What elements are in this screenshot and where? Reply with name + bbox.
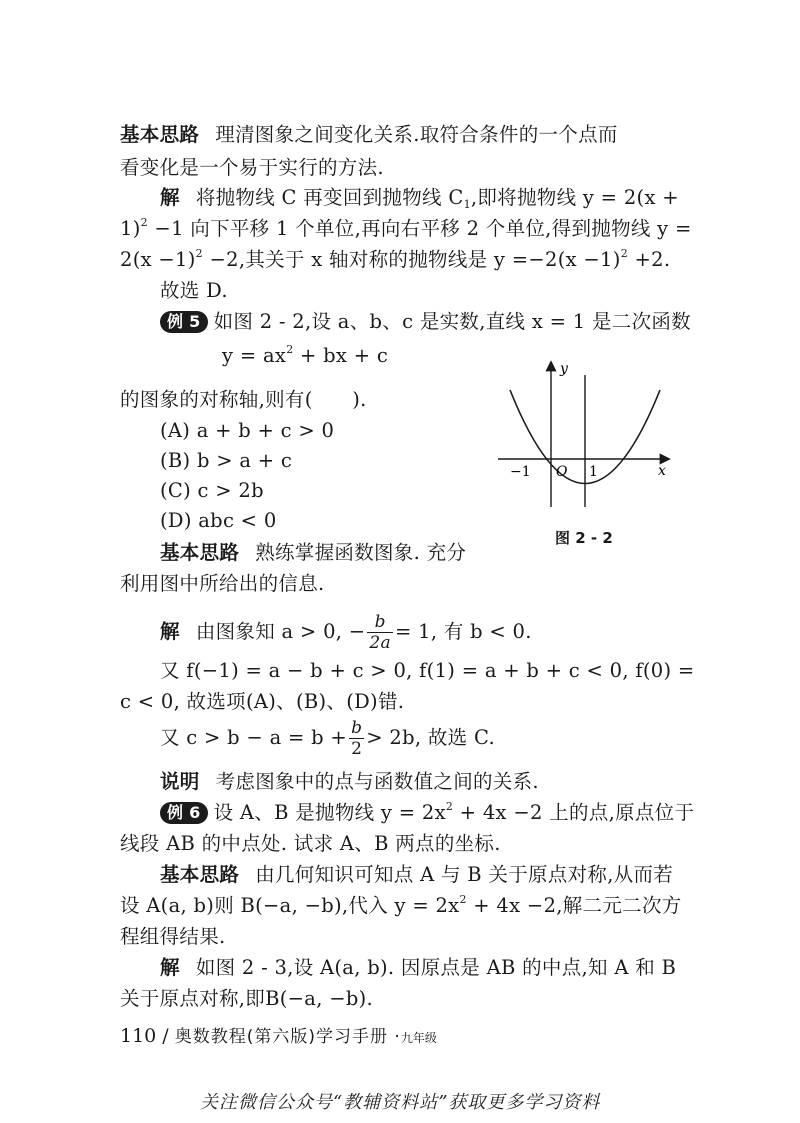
line-text: 关于原点对称,即B(−a, −b).	[120, 987, 374, 1010]
fraction-b-over-2	[349, 718, 364, 759]
section-heading-basic-idea: 基本思路	[160, 541, 240, 564]
line-text: 线段 AB 的中点处. 试求 A、B 两点的坐标.	[120, 832, 501, 855]
text-line-18	[120, 689, 404, 715]
tick-label-1: 1	[589, 464, 598, 480]
line-text: 又 c > b − a = b +	[160, 726, 348, 749]
note-heading: 说明	[160, 770, 200, 793]
watermark-text: 关注微信公众号“教辅资料站”获取更多学习资料	[200, 1092, 601, 1113]
superscript: 2	[620, 247, 628, 260]
superscript: 2	[445, 800, 454, 813]
text-line-26	[160, 955, 676, 981]
tick-label-neg1: −1	[510, 464, 531, 480]
option-a-text: (A) a + b + c > 0	[160, 419, 335, 442]
superscript: 2	[140, 216, 148, 229]
option-d-text: (D) abc < 0	[160, 509, 277, 532]
page-footer	[120, 1022, 437, 1047]
option-b-text: (B) b > a + c	[160, 449, 293, 472]
line-text: 由图象知 a > 0, −	[195, 620, 366, 643]
section-heading-basic-idea: 基本思路	[120, 123, 200, 146]
parabola-figure	[490, 355, 680, 510]
fraction-b-over-2a	[367, 612, 393, 653]
option-c-text: (C) c > 2b	[160, 479, 264, 502]
equation-text: y = ax	[222, 344, 287, 367]
line-text: 由几何知识可知点 A 与 B 关于原点对称,从而若	[255, 863, 674, 886]
text-line-24	[120, 893, 682, 919]
line-text: c < 0, 故选项(A)、(B)、(D)错.	[120, 690, 405, 713]
line-text: > 2b, 故选 C.	[366, 726, 495, 749]
line-text: 如图 2 - 2,设 a、b、c 是实数,直线 x = 1 是二次函数	[213, 310, 691, 333]
text-line-20	[160, 769, 539, 795]
fraction-denominator: 2	[351, 739, 363, 759]
text-line-3	[160, 185, 679, 211]
option-a	[160, 418, 334, 444]
text-line-27	[120, 986, 373, 1012]
option-d	[160, 508, 277, 534]
subscript: 1	[463, 198, 471, 211]
line-text: + 4x −2 上的点,原点位于	[453, 801, 695, 824]
superscript: 2	[286, 343, 294, 356]
line-text: 利用图中所给出的信息.	[120, 572, 325, 595]
line-text: 又 f(−1) = a − b + c > 0, f(1) = a + b + c < 0, f(0) =	[160, 659, 695, 682]
text-line-14	[160, 540, 466, 566]
line-text: 看变化是一个易于实行的方法.	[120, 156, 384, 179]
text-line-1	[120, 122, 618, 148]
solution-heading: 解	[160, 620, 180, 643]
solution-heading: 解	[160, 186, 180, 209]
example-6-line	[160, 800, 694, 826]
page-number: 110 /	[120, 1025, 169, 1047]
text-line-16	[160, 610, 532, 654]
superscript: 2	[459, 893, 467, 906]
fraction-denominator: 2a	[369, 633, 391, 653]
text-line-17	[160, 658, 695, 684]
line-text: −2,其关于 x 轴对称的抛物线是 y =−2(x −1)	[202, 248, 621, 271]
line-text: 考虑图象中的点与函数值之间的关系.	[215, 770, 539, 793]
example-6-badge: 例 6	[160, 802, 208, 824]
text-line-4	[120, 216, 692, 242]
origin-label: O	[556, 464, 568, 480]
equation-line	[222, 343, 388, 369]
line-text: −1 向下平移 1 个单位,再向右平移 2 个单位,得到抛物线 y =	[147, 217, 692, 240]
line-text: 设 A(a, b)则 B(−a, −b),代入 y = 2x	[120, 894, 460, 917]
text-line-25	[120, 924, 226, 950]
grade-label: 九年级	[400, 1031, 437, 1045]
text-line-23	[160, 862, 673, 888]
line-text: + 4x −2,解二元二次方	[466, 894, 682, 917]
x-axis-label: x	[658, 463, 666, 479]
text-line-22	[120, 831, 501, 857]
line-text: 程组得结果.	[120, 925, 226, 948]
example-5-badge: 例 5	[160, 311, 208, 333]
option-b	[160, 448, 292, 474]
line-text: 2(x −1)	[120, 248, 196, 271]
text-line-19	[160, 716, 495, 760]
line-text: 的图象的对称轴,则有( ).	[120, 388, 367, 411]
line-text: +2.	[628, 248, 671, 271]
text-line-6	[160, 278, 228, 304]
fraction-numerator: b	[351, 718, 363, 738]
superscript: 2	[195, 247, 203, 260]
section-heading-basic-idea: 基本思路	[160, 863, 240, 886]
example-5-line	[160, 309, 691, 335]
line-text: 故选 D.	[160, 279, 228, 302]
solution-heading: 解	[160, 956, 180, 979]
line-text: 将抛物线 C 再变回到抛物线 C	[195, 186, 464, 209]
y-axis-label: y	[560, 361, 568, 377]
line-text: 熟练掌握函数图象. 充分	[255, 541, 467, 564]
text-line-15	[120, 571, 325, 597]
book-title: 奥数教程(第六版)学习手册 ·	[174, 1027, 401, 1047]
parabola-graph	[490, 355, 680, 510]
text-line-9	[120, 387, 367, 413]
line-text: 理清图象之间变化关系.取符合条件的一个点而	[215, 123, 618, 146]
text-line-5	[120, 247, 670, 273]
line-text: 设 A、B 是抛物线 y = 2x	[213, 801, 446, 824]
option-c	[160, 478, 264, 504]
text-line-2	[120, 155, 384, 181]
line-text: 如图 2 - 3,设 A(a, b). 因原点是 AB 的中点,知 A 和 B	[195, 956, 677, 979]
line-text: 1)	[120, 217, 141, 240]
line-text: ,即将抛物线 y = 2(x +	[470, 186, 679, 209]
figure-caption: 图 2 - 2	[555, 529, 613, 547]
fraction-numerator: b	[367, 612, 393, 633]
equation-text: + bx + c	[293, 344, 389, 367]
line-text: = 1, 有 b < 0.	[394, 620, 532, 643]
